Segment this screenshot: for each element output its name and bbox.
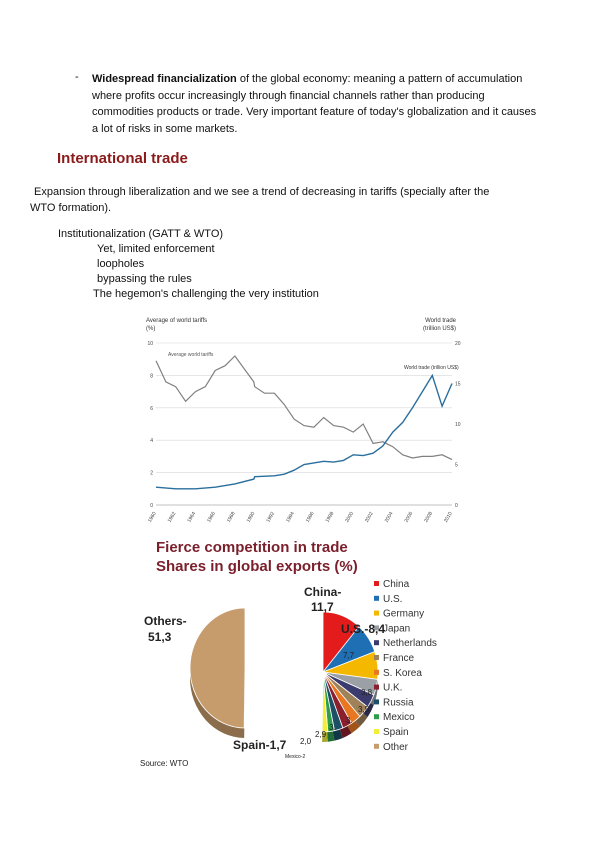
y-left-tick-label: 2 [150, 470, 153, 477]
label-germany: 7,7 [343, 651, 355, 660]
trade-line [156, 375, 452, 488]
label-ru: 2,0 [300, 737, 312, 746]
tariffs-series-label: Average world tariffs [168, 352, 214, 358]
bullet-marker: - [75, 71, 79, 83]
legend-swatch [374, 581, 379, 586]
inst-item: Yet, limited enforcement [97, 243, 215, 255]
x-tick-label: 1964 [186, 511, 198, 524]
x-tick-label: 1966 [206, 511, 217, 524]
label-china-value: 11,7 [311, 600, 334, 614]
label-fr: 3,5 [358, 705, 370, 714]
legend-swatch [374, 670, 379, 675]
legend-label: France [383, 653, 415, 664]
pie-slice [190, 608, 245, 728]
pie-title-line2: Shares in global exports (%) [156, 558, 358, 575]
legend-swatch [374, 729, 379, 734]
legend-label: Mexico [383, 712, 415, 724]
right-axis-label: World trade [425, 318, 456, 324]
legend-swatch [374, 685, 379, 690]
x-tick-label: 1996 [304, 511, 316, 524]
para-line4: a lot of risks in some markets. [92, 122, 238, 135]
left-axis-label-unit: (%) [146, 326, 156, 332]
y-left-tick-label: 8 [150, 373, 153, 380]
exports-pie-chart [138, 532, 458, 766]
para-line1: of the global economy: meaning a pattern of accumulation [236, 73, 523, 85]
y-left-tick-label: 10 [147, 341, 153, 347]
inst-item: loopholes [97, 258, 145, 270]
para2-line1: Expansion through liberalization and we see a trend of decreasing in tariffs (specially after the [34, 186, 490, 198]
y-right-tick-label: 15 [455, 381, 461, 388]
y-left-tick-label: 0 [150, 503, 153, 509]
pie-source: Source: WTO [140, 759, 189, 766]
label-others-value: 51,3 [148, 630, 172, 644]
x-tick-label: 1960 [146, 511, 158, 524]
para-bold-term: Widespread financialization [92, 73, 237, 85]
inst-item: The hegemon's challenging the very institution [93, 288, 319, 300]
legend-label: Other [383, 741, 409, 753]
tariffs-trade-chart [144, 313, 464, 533]
label-mexico: Mexico-2 [285, 754, 306, 760]
x-tick-label: 1994 [285, 511, 296, 524]
y-right-tick-label: 10 [455, 422, 461, 428]
label-others: Others- [144, 614, 187, 628]
left-axis-label: Average of world tariffs [146, 318, 208, 324]
legend-label: U.S. [383, 593, 403, 605]
y-left-tick-label: 6 [150, 405, 153, 412]
legend-label: Japan [383, 623, 411, 635]
label-kr2: 3. [329, 723, 336, 732]
x-tick-label: 2008 [423, 511, 434, 524]
legend-label: Germany [383, 608, 425, 620]
legend-swatch [374, 744, 379, 749]
legend-label: S. Korea [383, 667, 422, 679]
label-spain: Spain-1,7 [233, 738, 287, 752]
para-line3: commodities products or trade. Very important feature of today's globalization and it causes [92, 106, 537, 118]
inst-item: bypassing the rules [97, 273, 192, 285]
x-tick-label: 2002 [364, 511, 375, 524]
pie-title-line1: Fierce competition in trade [156, 539, 348, 556]
y-left-tick-label: 4 [150, 438, 153, 445]
legend-label: Spain [383, 727, 409, 738]
legend-swatch [374, 655, 379, 660]
label-kr: 3. [346, 716, 353, 725]
legend-label: U.K. [383, 682, 403, 694]
x-tick-label: 1968 [225, 511, 237, 524]
label-china: China- [304, 585, 342, 599]
legend-label: China [383, 579, 410, 590]
x-tick-label: 1998 [324, 511, 336, 524]
x-tick-label: 1992 [265, 511, 277, 524]
liberalization-paragraph [30, 184, 550, 216]
label-uk: 2,9 [315, 730, 327, 739]
x-tick-label: 2006 [403, 511, 415, 524]
x-tick-label: 2000 [344, 511, 356, 524]
legend-label: Netherlands [383, 638, 437, 650]
y-right-tick-label: 0 [455, 503, 458, 509]
legend-swatch [374, 611, 379, 616]
inst-title: Institutionalization (GATT & WTO) [58, 228, 224, 240]
trade-series-label: World trade (trillion US$) [404, 365, 459, 371]
right-axis-label-unit: (trillion US$) [422, 326, 456, 332]
x-tick-label: 1962 [166, 511, 178, 524]
legend-swatch [374, 714, 379, 719]
x-tick-label: 1990 [245, 511, 257, 524]
para-line2: where profits occur increasingly through financial channels rather than producing [92, 89, 485, 102]
legend-swatch [374, 596, 379, 601]
legend-swatch [374, 699, 379, 704]
label-nl: 3,8 [361, 688, 373, 697]
legend-swatch [374, 640, 379, 645]
para2-line2: WTO formation). [30, 202, 112, 214]
x-tick-label: 2004 [383, 511, 395, 524]
label-us: U.S.-8,4 [341, 622, 386, 636]
x-tick-label: 2010 [442, 511, 454, 524]
y-right-tick-label: 5 [455, 462, 458, 469]
legend-label: Russia [383, 697, 414, 709]
y-right-tick-label: 20 [455, 341, 461, 347]
financialization-paragraph [92, 71, 542, 137]
section-heading: International trade [57, 150, 188, 167]
institutionalization-block [58, 227, 319, 302]
